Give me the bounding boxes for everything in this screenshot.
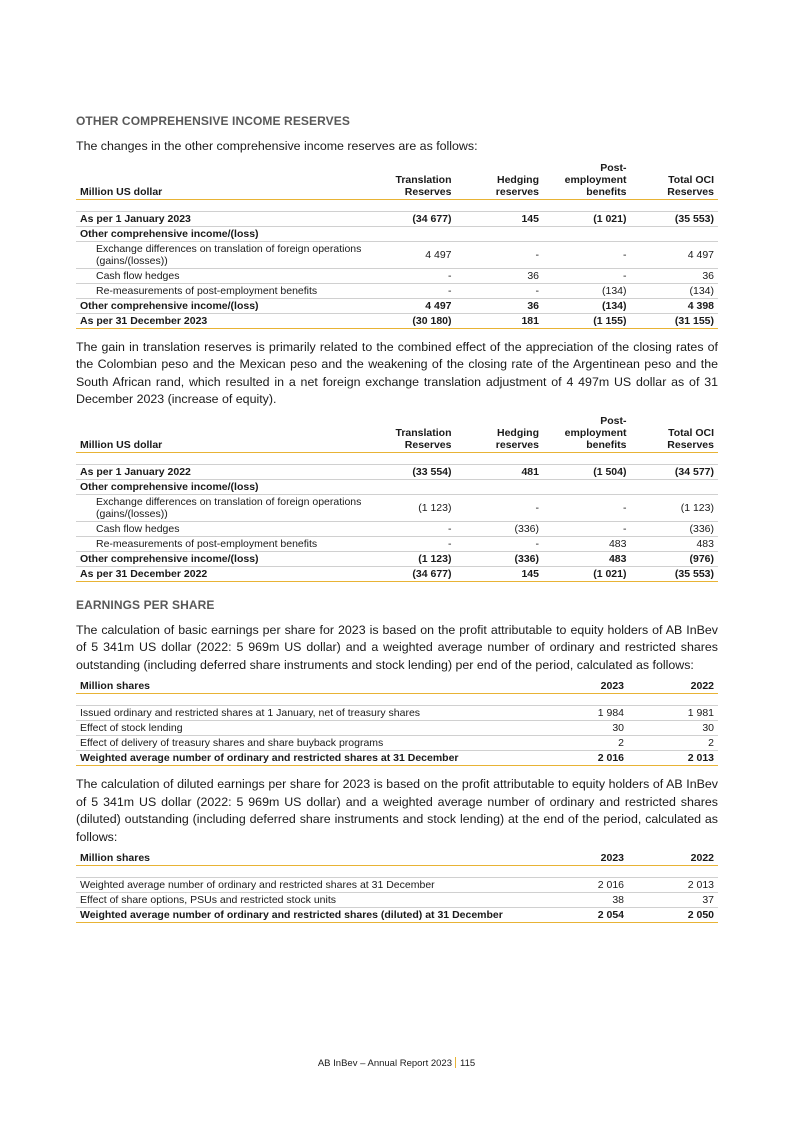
- column-header-translation: Translation Reserves: [368, 162, 456, 200]
- diluted-eps-text: The calculation of diluted earnings per share for 2023 is based on the profit attributable to equity holders of AB InBev of 5 341m US dollar (2022: 5 969m US dollar) and a weighted average number of ordinary and restricted shares (diluted) outstanding (including deferred share instruments and stock lending) at the end of the period, calculated as follows:: [76, 777, 718, 844]
- column-header-2023: 2023: [538, 680, 628, 694]
- table-row: Exchange differences on translation of foreign operations (gains/(losses)) 4 497 - - 4 497: [76, 241, 718, 268]
- table-row: Other comprehensive income/(loss) (1 123) (336) 483 (976): [76, 551, 718, 566]
- table-row: Re-measurements of post-employment benefits - - (134) (134): [76, 283, 718, 298]
- diluted-shares-table: [76, 852, 718, 923]
- table-row: Other comprehensive income/(loss): [76, 226, 718, 241]
- column-header-translation: Translation Reserves: [368, 415, 456, 453]
- table-row: Effect of stock lending 30 30: [76, 721, 718, 736]
- footer-report-title: AB InBev – Annual Report 2023: [317, 1058, 452, 1069]
- table-row: As per 1 January 2022 (33 554) 481 (1 504) (34 577): [76, 464, 718, 479]
- table-row: Weighted average number of ordinary and restricted shares at 31 December 2 016 2 013: [76, 751, 718, 766]
- column-header-total-oci: Total OCI Reserves: [631, 162, 719, 200]
- table-row: Re-measurements of post-employment benefits - - 483 483: [76, 536, 718, 551]
- column-header-label: Million US dollar: [76, 415, 368, 453]
- basic-eps-text: The calculation of basic earnings per share for 2023 is based on the profit attributable to equity holders of AB InBev of 5 341m US dollar (2022: 5 969m US dollar) and a weighted average number of ordinary and restricted shares outstanding (including deferred share instruments and stock lending) per end of the period, calculated as follows:: [76, 622, 718, 672]
- column-header-post-employment: Post- employment benefits: [543, 162, 631, 200]
- column-header-hedging: Hedging reserves: [456, 415, 544, 453]
- table-row: Other comprehensive income/(loss) 4 497 36 (134) 4 398: [76, 298, 718, 313]
- page-number: 115: [460, 1058, 476, 1069]
- table-row: As per 31 December 2022 (34 677) 145 (1 021) (35 553): [76, 566, 718, 581]
- column-header-2022: 2022: [628, 680, 718, 694]
- basic-shares-table: [76, 680, 718, 766]
- column-header-post-employment: Post- employment benefits: [543, 415, 631, 453]
- eps-heading: EARNINGS PER SHARE: [76, 597, 215, 612]
- footer-separator: [455, 1057, 456, 1068]
- oci-table-2022: [76, 415, 718, 582]
- column-header-total-oci: Total OCI Reserves: [631, 415, 719, 453]
- column-header-label: Million shares: [76, 852, 538, 866]
- table-row: Effect of delivery of treasury shares and share buyback programs 2 2: [76, 736, 718, 751]
- page-footer: [0, 1057, 793, 1069]
- oci-reserves-heading: OTHER COMPREHENSIVE INCOME RESERVES: [76, 114, 350, 128]
- table-row: Exchange differences on translation of foreign operations (gains/(losses)) (1 123) - - (1 123): [76, 494, 718, 521]
- report-page: [76, 108, 718, 923]
- table-row: As per 1 January 2023 (34 677) 145 (1 021) (35 553): [76, 211, 718, 226]
- oci-table-2023: [76, 162, 718, 329]
- column-header-label: Million shares: [76, 680, 538, 694]
- table-row: Cash flow hedges - 36 - 36: [76, 268, 718, 283]
- table-row: Effect of share options, PSUs and restricted stock units 38 37: [76, 893, 718, 908]
- column-header-2023: 2023: [538, 852, 628, 866]
- table-row: As per 31 December 2023 (30 180) 181 (1 155) (31 155): [76, 313, 718, 328]
- translation-reserves-text: The gain in translation reserves is primarily related to the combined effect of the appreciation of the closing rates of the Colombian peso and the Mexican peso and the weakening of the closing rate of the Argentinean peso and the South African rand, which resulted in a net foreign exchange translation adjustment of 4 497m US dollar as of 31 December 2023 (increase of equity).: [76, 339, 718, 406]
- column-header-2022: 2022: [628, 852, 718, 866]
- table-row: Cash flow hedges - (336) - (336): [76, 521, 718, 536]
- table-row: Other comprehensive income/(loss): [76, 479, 718, 494]
- table-row: Weighted average number of ordinary and restricted shares (diluted) at 31 December 2 054 2 050: [76, 908, 718, 923]
- oci-intro-text: The changes in the other comprehensive income reserves are as follows:: [76, 139, 478, 153]
- column-header-hedging: Hedging reserves: [456, 162, 544, 200]
- column-header-label: Million US dollar: [76, 162, 368, 200]
- table-row: Weighted average number of ordinary and restricted shares at 31 December 2 016 2 013: [76, 878, 718, 893]
- table-row: Issued ordinary and restricted shares at 1 January, net of treasury shares 1 984 1 981: [76, 706, 718, 721]
